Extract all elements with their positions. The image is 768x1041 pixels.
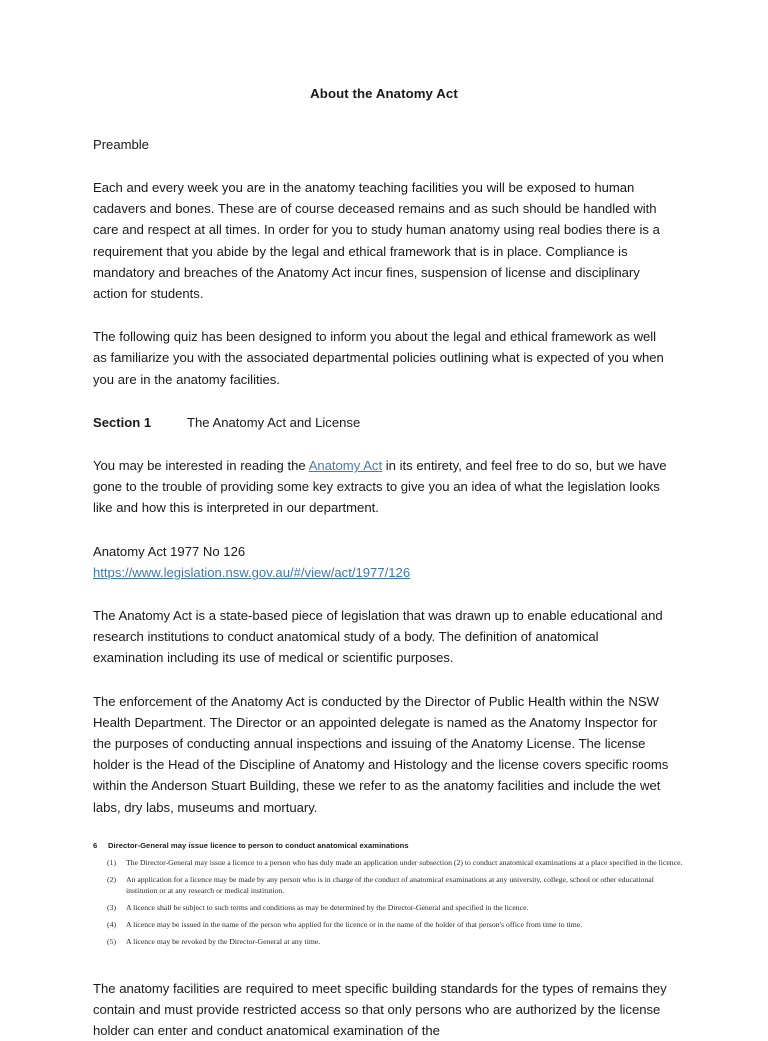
excerpt-section-heading xyxy=(93,841,685,851)
section-title-label: The Anatomy Act and License xyxy=(187,414,361,430)
clause-text: A licence shall be subject to such terms and conditions as may be determined by the Director-General and specified in the licence. xyxy=(126,902,529,912)
paragraph-preamble-body: Each and every week you are in the anatomy teaching facilities you will be exposed to human cadavers and bones. These are of course deceased remains and as such should be handled with care and respect at all times. In order for you to study human anatomy using real bodies there is a requirement that you abide by the legal and ethical framework that is in place. Compliance is mandatory and breaches of the Anatomy Act incur fines, suspension of license and disciplinary action for students. xyxy=(93,180,660,302)
act-url-link[interactable]: https://www.legislation.nsw.gov.au/#/view/act/1977/126 xyxy=(93,564,411,580)
clause-text: A licence may be issued in the name of the person who applied for the licence or in the name of the holder of that person's office from time to time. xyxy=(126,919,583,929)
legislation-excerpt-block xyxy=(93,841,685,948)
page-title: About the Anatomy Act xyxy=(310,86,458,101)
spacer xyxy=(93,304,680,326)
excerpt-clause xyxy=(93,937,685,948)
paragraph-act-enforcement: The enforcement of the Anatomy Act is conducted by the Director of Public Health within the NSW Health Department. The Director or an appointed delegate is named as the Anatomy Inspector for the purposes of conducting annual inspections and issuing of the Anatomy License. The license holder is the Head of the Discipline of Anatomy and Histology and the license covers specific rooms within the Anderson Stuart Building, these we refer to as the anatomy facilities and include the wet labs, dry labs, museums and mortuary. xyxy=(93,693,669,815)
clause-number: (5) xyxy=(107,936,117,946)
excerpt-section-number: 6 xyxy=(93,840,98,850)
excerpt-clause xyxy=(93,920,685,931)
spacer xyxy=(93,390,680,412)
clause-number: (4) xyxy=(107,919,117,929)
spacer xyxy=(93,433,680,455)
paragraph-act-definition: The Anatomy Act is a state-based piece of legislation that was drawn up to enable educational and research institutions to conduct anatomical study of a body. The definition of anatomical examination including its use of medical or scientific purposes. xyxy=(93,608,663,666)
excerpt-clause xyxy=(93,858,685,869)
spacer xyxy=(93,818,680,841)
clause-text: The Director-General may issue a licence to a person who has duly made an application under subsection (2) to conduct anatomical examinations at a place specified in the licence. xyxy=(126,858,683,868)
section-heading xyxy=(93,412,680,433)
spacer xyxy=(93,583,680,605)
paragraph-quiz-purpose: The following quiz has been designed to inform you about the legal and ethical framework as well as familiarize you with the associated departmental policies outlining what is expected of you when you are in the anatomy facilities. xyxy=(93,329,664,387)
paragraph-text-tail: in its entirety, and feel free to do so, but we have gone to the trouble of providing some key extracts to give you an idea of what the legislation looks like and how this is interpreted in our department. xyxy=(93,458,667,516)
spacer xyxy=(93,155,680,177)
excerpt-section-title: Director-General may issue licence to person to conduct anatomical examinations xyxy=(108,840,409,850)
spacer xyxy=(93,519,680,541)
section-number-label: Section 1 xyxy=(93,414,152,430)
act-citation: Anatomy Act 1977 No 126 xyxy=(93,543,246,559)
paragraph-facilities-standards: The anatomy facilities are required to meet specific building standards for the types of remains they contain and must provide restricted access so that only persons who are authorized by the license holder can enter and conduct anatomical examination of the xyxy=(93,980,667,1039)
preamble-heading: Preamble xyxy=(93,136,149,152)
spacer xyxy=(93,104,680,134)
spacer xyxy=(93,669,680,691)
clause-number: (2) xyxy=(107,875,117,885)
excerpt-clause xyxy=(93,903,685,914)
paragraph-text-lead: You may be interested in reading the xyxy=(93,458,309,474)
excerpt-clause xyxy=(93,875,685,897)
clause-text: A licence may be revoked by the Director-General at any time. xyxy=(126,936,321,946)
spacer xyxy=(93,948,680,978)
anatomy-act-link[interactable]: Anatomy Act xyxy=(308,458,383,474)
paragraph-reading-invitation xyxy=(93,455,671,519)
clause-number: (3) xyxy=(107,902,117,912)
clause-text: An application for a licence may be made by any person who is in charge of the conduct of anatomical examinations at any university, college, school or other educational institution or at any research or medical institution. xyxy=(126,875,654,895)
clause-number: (1) xyxy=(107,858,117,868)
